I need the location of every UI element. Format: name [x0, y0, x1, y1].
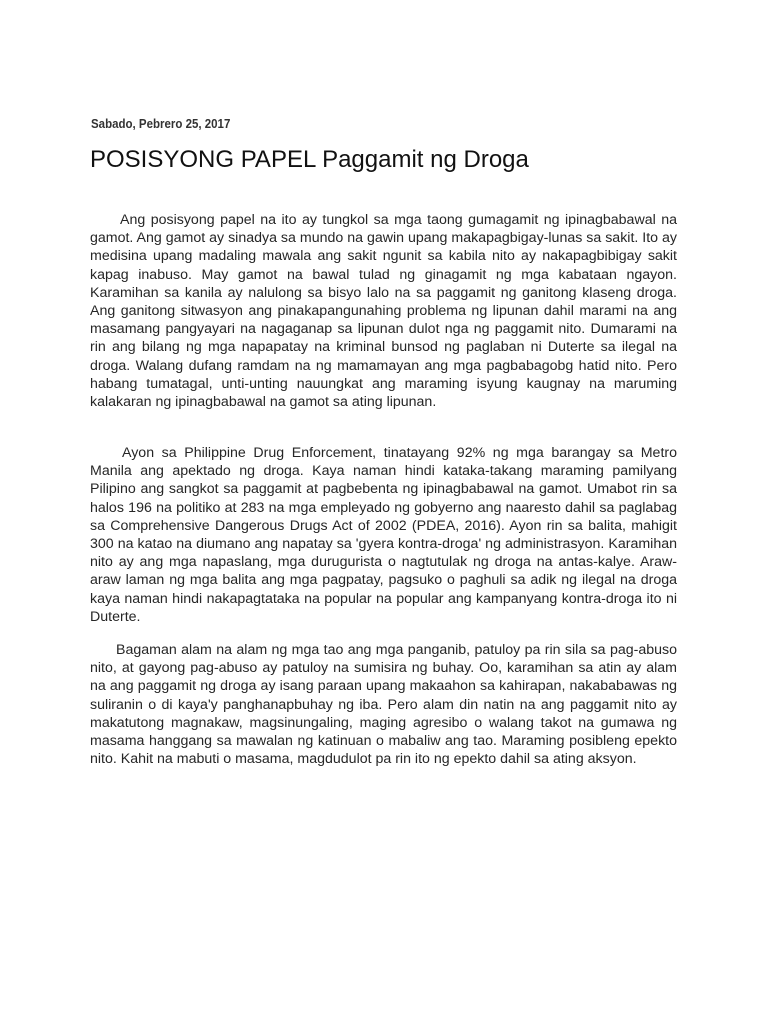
paragraph-1: Ang posisyong papel na ito ay tungkol sa mga taong gumagamit ng ipinagbabawal na gamot. Ang gamot ay sinadya sa mundo na gawin upang makapagbigay-lunas sa sakit. Ito ay medisina upang madaling mawala ang sakit ngunit sa kabila nito ay nakapagbibigay sakit kapag inabuso. May gamot na bawal tulad ng ginagamit ng mga kabataan ngayon. Karamihan sa kanila ay nalulong sa bisyo lalo na sa paggamit ng ganitong klaseng droga. Ang ganitong sitwasyon ang pinakapangunahing problema ng lipunan dahil marami na ang masamang pangyayari na nagaganap sa lipunan dulot nga ng paggamit nito. Dumarami na rin ang bilang ng mga napapatay na kriminal bunsod ng paglaban ni Duterte sa ilegal na droga. Walang dufang ramdam na ng mamamayan ang mga pagbabagobg hatid nito. Pero habang tumatagal, unti-unting nauungkat ang maraming isyung kaugnay na maruming kalakaran ng ipinagbabawal na gamot sa ating lipunan.	[90, 212, 677, 411]
paragraph-3: Bagaman alam na alam ng mga tao ang mga panganib, patuloy pa rin sila sa pag-abuso nito, at gayong pag-abuso ay patuloy na sumisira ng buhay. Oo, karamihan sa atin ay alam na ang paggamit ng droga ay isang paraan upang makaahon sa kahirapan, nakababawas ng suliranin o di kaya'y panghanapbuhay ng iba. Pero alam din natin na ang paggamit nito ay makatutong magnakaw, magsinungaling, maging agresibo o walang takot na gumawa ng masama hanggang sa mawalan ng katinuan o mabaliw ang tao. Maraming posibleng epekto nito. Kahit na mabuti o masama, magdudulot pa rin ito ng epekto dahil sa ating aksyon.	[90, 642, 677, 768]
paragraph-2: Ayon sa Philippine Drug Enforcement, tinatayang 92% ng mga barangay sa Metro Manila ang apektado ng droga. Kaya naman hindi kataka-takang maraming pamilyang Pilipino ang sangkot sa paggamit at pagbebenta ng ipinagbabawal na gamot. Umabot rin sa halos 196 na politiko at 283 na mga empleyado ng gobyerno ang naaresto dahil sa paglabag sa Comprehensive Dangerous Drugs Act of 2002 (PDEA, 2016). Ayon rin sa balita, mahigit 300 na katao na diumano ang napatay sa 'gyera kontra-droga' ng administrasyon. Karamihan nito ay ang mga napaslang, mga durugurista o nagtutulak ng droga na antas-kalye. Araw-araw laman ng mga balita ang mga pagpatay, pagsuko o paghuli sa adik ng ilegal na droga kaya naman hindi nakapagtataka na popular na popular ang kampanyang kontra-droga ito ni Duterte.	[90, 445, 677, 625]
post-date: Sabado, Pebrero 25, 2017	[91, 117, 231, 131]
document-title: POSISYONG PAPEL Paggamit ng Droga	[90, 146, 529, 173]
